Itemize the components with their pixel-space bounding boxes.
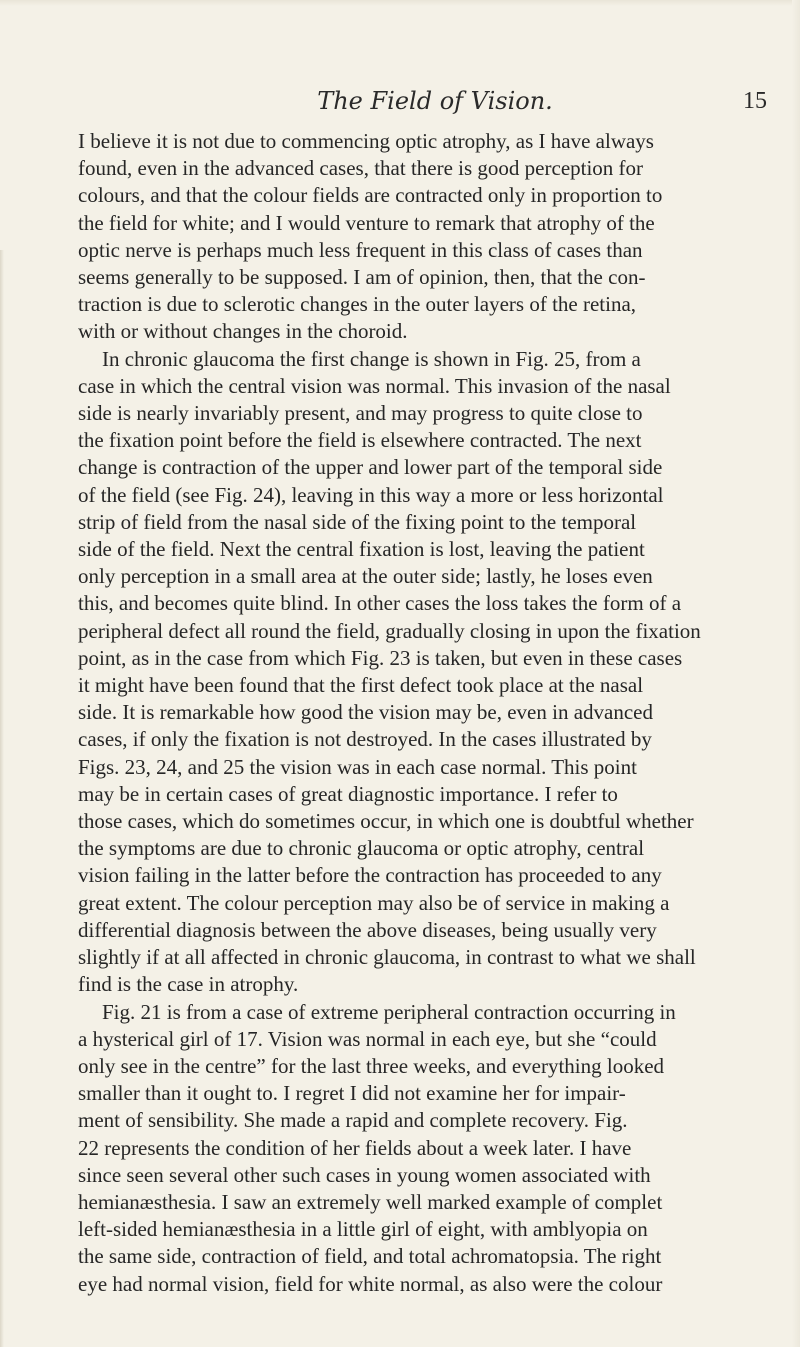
page-top-edge (0, 0, 800, 6)
page-number: 15 (743, 88, 767, 114)
body-text (78, 128, 768, 1298)
page-header (100, 85, 790, 125)
page-left-shadow (0, 250, 4, 1347)
paragraph-chronic-glaucoma: In chronic glaucoma the first change is shown in Fig. 25, from a case in which the central vision was normal. This invasion of the nasal side is nearly invariably present, and may progress to quite close to the fixation point before the field is elsewhere contracted. The next change is contraction of the upper and lower part of the temporal side of the field (see Fig. 24), leaving in this way a more or less horizontal strip of field from the nasal side of the fixing point to the temporal side of the field. Next the central fixation is lost, leaving the patient only perception in a small area at the outer side; lastly, he loses even this, and becomes quite blind. In other cases the loss takes the form of a peripheral defect all round the field, gradually closing in upon the fixation point, as in the case from which Fig. 23 is taken, but even in these cases it might have been found that the first defect took place at the nasal side. It is remarkable how good the vision may be, even in advanced cases, if only the fixation is not destroyed. In the cases illustrated by Figs. 23, 24, and 25 the vision was in each case normal. This point may be in certain cases of great diagnostic importance. I refer to those cases, which do sometimes occur, in which one is doubtful whether the symptoms are due to chronic glaucoma or optic atrophy, central vision failing in the latter before the contraction has proceeded to any great extent. The colour perception may also be of service in making a differential diagnosis between the above diseases, being usually very slightly if at all affected in chronic glaucoma, in contrast to what we shall find is the case in atrophy. (78, 346, 701, 997)
paragraph-optic-atrophy: I believe it is not due to commencing optic atrophy, as I have always found, even in the advanced cases, that there is good perception for colours, and that the colour fields are contracted only in proportion to the field for white; and I would venture to remark that atrophy of the optic nerve is perhaps much less frequent in this class of cases than seems generally to be supposed. I am of opinion, then, that the con- traction is due to sclerotic changes in the outer layers of the retina, with or without changes in the choroid. (78, 129, 663, 344)
page-right-edge (792, 0, 800, 1347)
running-title: The Field of Vision. (317, 87, 553, 115)
paragraph-hysterical-contraction: Fig. 21 is from a case of extreme peripheral contraction occurring in a hysterical girl of 17. Vision was normal in each eye, but she “could only see in the centre” for the last three weeks, and everything looked smaller than it ought to. I regret I did not examine her for impair- ment of sensibility. She made a rapid and complete recovery. Fig. 22 represents the condition of her fields about a week later. I have since seen several other such cases in young women associated with hemianæsthesia. I saw an extremely well marked example of complet left-sided hemianæsthesia in a little girl of eight, with amblyopia on the same side, contraction of field, and total achromatopsia. The right eye had normal vision, field for white normal, as also were the colour (78, 999, 676, 1296)
